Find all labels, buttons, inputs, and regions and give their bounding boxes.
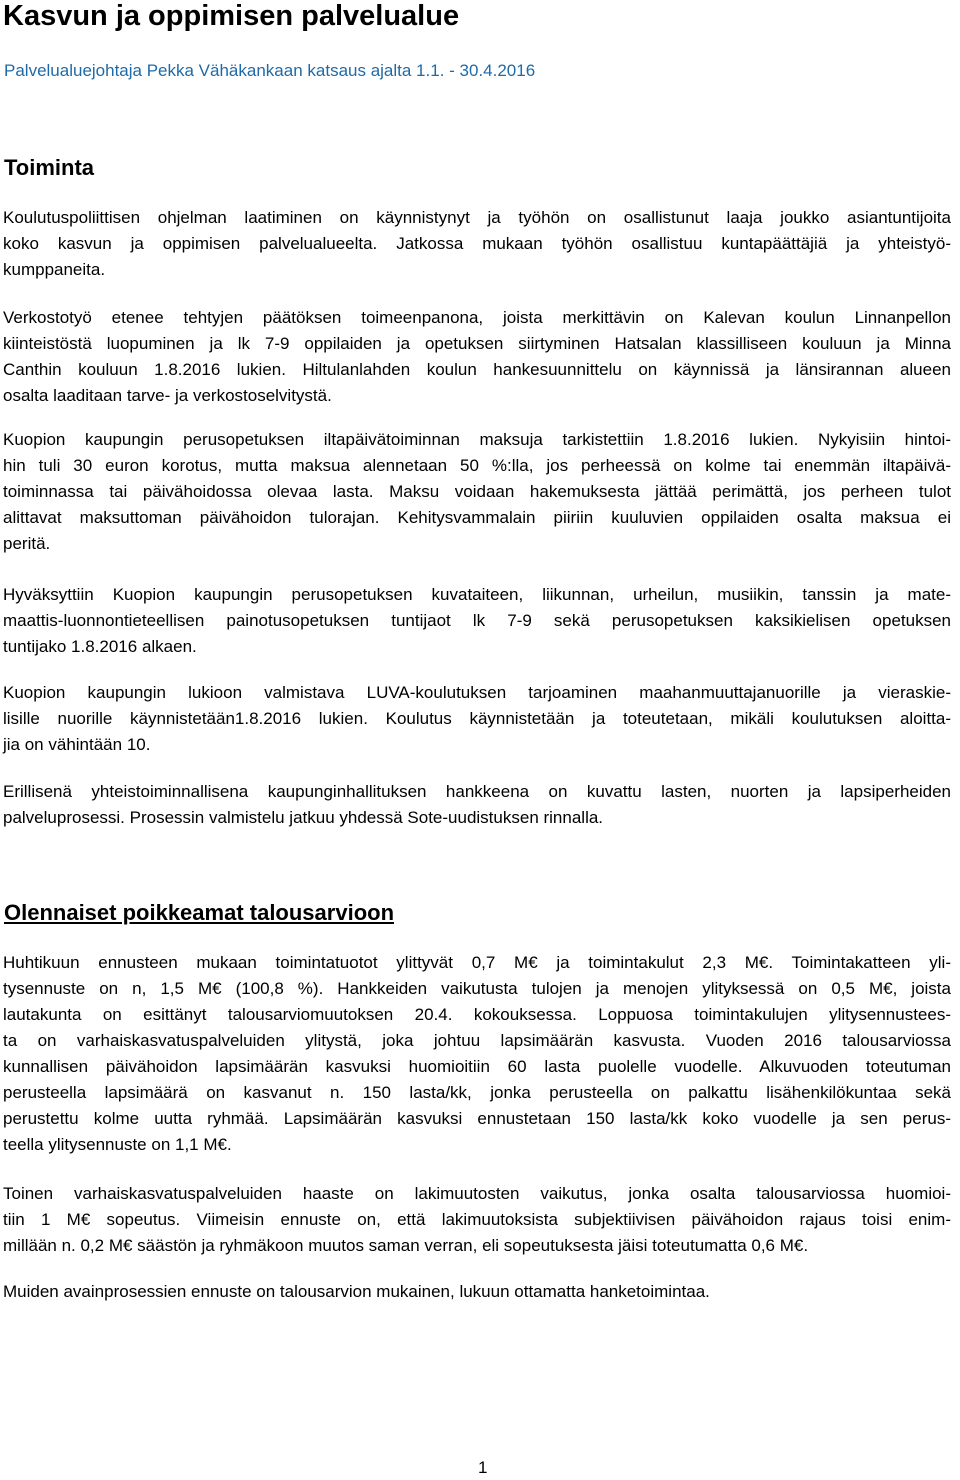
text-line: Kuopion kaupungin perusopetuksen iltapäivätoiminnan maksuja tarkistettiin 1.8.2016 lukien. Nykyisiin hintoi- <box>3 430 951 449</box>
text-line: toiminnassa tai päivähoidossa olevaa lasta. Maksu voidaan hakemuksesta jättää perimättä, jos perheen tulot <box>3 482 951 501</box>
text-line: lautakunta on esittänyt talousarviomuutoksen 20.4. kokouksessa. Loppuosa toimintakulujen ylitysennustees- <box>3 1005 951 1024</box>
text-line: tuntijako 1.8.2016 alkaen. <box>3 637 197 656</box>
paragraph-verkostotyo <box>3 305 951 409</box>
text-line: Koulutuspoliittisen ohjelman laatiminen on käynnistynyt ja työhön on osallistunut laaja joukko asiantuntijoita <box>3 208 951 227</box>
paragraph-koulutuspoliittinen-ohjelma <box>3 205 951 283</box>
report-subtitle: Palvelualuejohtaja Pekka Vähäkankaan katsaus ajalta 1.1. - 30.4.2016 <box>4 61 536 80</box>
text-line: hin tuli 30 euron korotus, mutta maksua alennetaan 50 %:lla, jos perheessä on kolme tai enemmän iltapäivä- <box>3 456 951 475</box>
page-number: 1 <box>478 1458 488 1477</box>
paragraph-huhtikuun-ennuste <box>3 950 951 1158</box>
text-line: jia on vähintään 10. <box>3 735 151 754</box>
text-line: kumppaneita. <box>3 260 106 279</box>
text-line: palveluprosessi. Prosessin valmistelu jatkuu yhdessä Sote-uudistuksen rinnalla. <box>3 808 604 827</box>
text-line: kunnallisen päivähoidon lapsimäärän kasvuksi huomioitiin 60 lasta puolelle vuodelle. Alkuvuoden toteutuman <box>3 1057 951 1076</box>
text-line: Huhtikuun ennusteen mukaan toimintatuotot ylittyvät 0,7 M€ ja toimintakulut 2,3 M€. Toimintakatteen yli- <box>3 953 951 972</box>
text-line: teella ylitysennuste on 1,1 M€. <box>3 1135 232 1154</box>
text-line: perustettu kolme uutta ryhmää. Lapsimäärän kasvuksi ennustetaan 150 lasta/kk koko vuodelle ja sen perus- <box>3 1109 951 1128</box>
paragraph-lakimuutokset <box>3 1181 951 1259</box>
text-line: Kuopion kaupungin lukioon valmistava LUVA-koulutuksen tarjoaminen maahanmuuttajanuorille ja vieraskie- <box>3 683 951 702</box>
text-line: Muiden avainprosessien ennuste on talousarvion mukainen, lukuun ottamatta hanketoimintaa. <box>3 1282 710 1301</box>
text-line: tiin 1 M€ sopeutus. Viimeisin ennuste on, että lakimuutoksista subjektiivisen päivähoidon rajaus toisi enim- <box>3 1210 951 1229</box>
section-heading-poikkeamat: Olennaiset poikkeamat talousarvioon <box>4 900 395 925</box>
text-line: Verkostotyö etenee tehtyjen päätöksen toimeenpanona, joista merkittävin on Kalevan koulun Linnanpellon <box>3 308 951 327</box>
text-line: kiinteistöstä luopuminen ja lk 7-9 oppilaiden ja opetuksen siirtyminen Hatsalan klassilliseen kouluun ja Minna <box>3 334 951 353</box>
text-line: Erillisenä yhteistoiminnallisena kaupunginhallituksen hankkeena on kuvattu lasten, nuorten ja lapsiperheiden <box>3 782 951 801</box>
paragraph-luva-koulutus <box>3 680 951 758</box>
text-line: peritä. <box>3 534 51 553</box>
paragraph-avainprosessit <box>3 1279 951 1305</box>
text-line: lisille nuorille käynnistetään1.8.2016 lukien. Koulutus käynnistetään ja toteutetaan, mikäli koulutuksen aloitta- <box>3 709 951 728</box>
text-line: perusteella lapsimäärä on kasvanut n. 150 lasta/kk, jonka perusteella on palkattu lisähenkilökuntaa sekä <box>3 1083 951 1102</box>
paragraph-palveluprosessi <box>3 779 951 831</box>
text-line: alittavat maksuttoman päivähoidon tulorajan. Kehitysvammalain piiriin kuuluvien oppilaiden osalta maksua ei <box>3 508 951 527</box>
text-line: ta on varhaiskasvatuspalveluiden ylitystä, joka johtuu lapsimäärän kasvusta. Vuoden 2016 talousarviossa <box>3 1031 951 1050</box>
text-line: Canthin kouluun 1.8.2016 lukien. Hiltulanlahden koulun hankesuunnittelu on käynnissä ja länsirannan alueen <box>3 360 951 379</box>
text-line: koko kasvun ja oppimisen palvelualueelta. Jatkossa mukaan työhön osallistuu kuntapäättäjiä ja yhteistyö- <box>3 234 951 253</box>
text-line: millään n. 0,2 M€ säästön ja ryhmäkoon muutos saman verran, eli sopeutuksesta jäisi toteutumatta 0,6 M€. <box>3 1236 809 1255</box>
section-heading-toiminta: Toiminta <box>4 155 95 180</box>
paragraph-iltapaivatoiminta <box>3 427 951 557</box>
text-line: tysennuste on n, 1,5 M€ (100,8 %). Hankkeiden vaikutusta tulojen ja menojen ylityksessä on 0,5 M€, joista <box>3 979 951 998</box>
text-line: Hyväksyttiin Kuopion kaupungin perusopetuksen kuvataiteen, liikunnan, urheilun, musiikin, tanssin ja mate- <box>3 585 951 604</box>
text-line: Toinen varhaiskasvatuspalveluiden haaste on lakimuutosten vaikutus, jonka osalta talousarviossa huomioi- <box>3 1184 951 1203</box>
paragraph-painotusopetus <box>3 582 951 660</box>
text-line: osalta laaditaan tarve- ja verkostoselvitystä. <box>3 386 332 405</box>
page-title: Kasvun ja oppimisen palvelualue <box>3 0 460 32</box>
text-line: maattis-luonnontieteellisen painotusopetuksen tuntijaot lk 7-9 sekä perusopetuksen kaksikielisen opetuksen <box>3 611 951 630</box>
